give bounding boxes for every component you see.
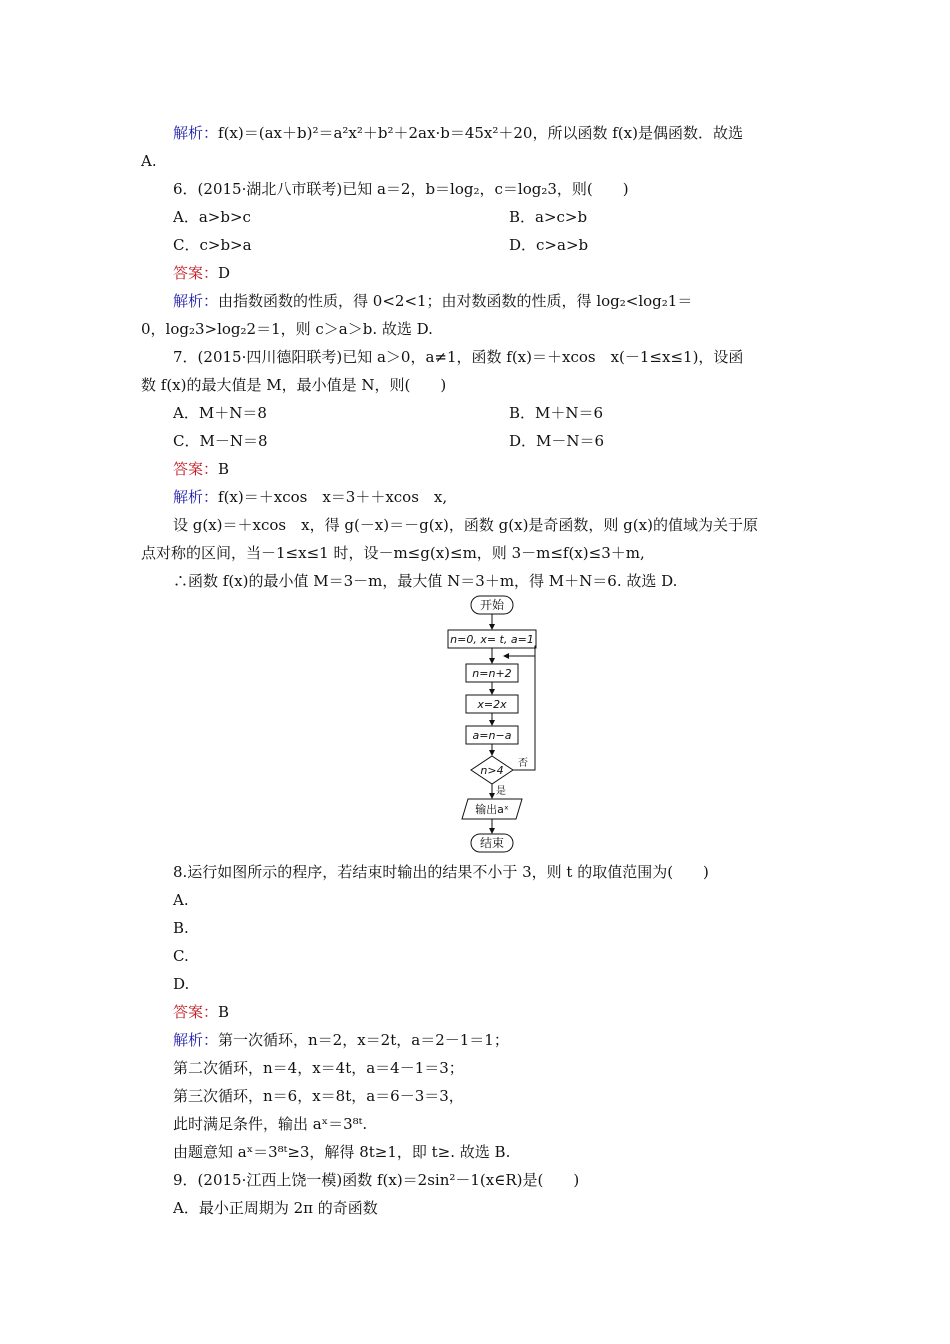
answer-text: D (218, 264, 231, 282)
flow-condition-label: n>4 (480, 764, 504, 777)
solution-line (173, 1030, 509, 1050)
question-6: 6．(2015·湖北八市联考)已知 a＝2，b＝log₂，c＝log₂3，则( ) (173, 180, 629, 198)
option-c: C．M－N＝8 (173, 432, 268, 450)
solution-line (173, 123, 743, 143)
answer-line (173, 459, 229, 479)
solution-label: 解析： (173, 292, 219, 310)
flow-no-label: 否 (518, 758, 528, 769)
flow-start-label: 开始 (479, 598, 505, 612)
option-b: B．a>c>b (509, 208, 588, 226)
answer-label: 答案： (173, 1003, 219, 1021)
text-line: A. (141, 152, 157, 170)
flow-yes-label: 是 (496, 786, 506, 797)
flowchart (440, 592, 550, 862)
solution-label: 解析： (173, 1031, 219, 1049)
answer-label: 答案： (173, 264, 219, 282)
text-line: 第三次循环，n＝6，x＝8t，a＝6－3＝3， (173, 1087, 464, 1105)
flow-step3-label: a=n−a (472, 729, 512, 742)
flow-end-label: 结束 (479, 836, 505, 850)
solution-line (173, 291, 692, 311)
option-a: A．最小正周期为 2π 的奇函数 (173, 1199, 378, 1217)
text-line: 设 g(x)＝＋xcos x，得 g(－x)＝－g(x)，函数 g(x)是奇函数，则 g(x)的值域为关于原 (173, 516, 758, 534)
text-line: ∴函数 f(x)的最小值 M＝3－m，最大值 N＝3＋m，得 M＋N＝6. 故选 D. (173, 572, 678, 590)
option-b: B．M＋N＝6 (509, 404, 604, 422)
question-7: 7．(2015·四川德阳联考)已知 a＞0，a≠1，函数 f(x)＝＋xcos x(－1≤x≤1)，设函 (173, 348, 744, 366)
answer-line (173, 1002, 229, 1022)
question-9: 9．(2015·江西上饶一模)函数 f(x)＝2sin²－1(x∈R)是( ) (173, 1171, 580, 1189)
option-d: D．c>a>b (509, 236, 589, 254)
option-a: A．M＋N＝8 (173, 404, 267, 422)
solution-line (173, 487, 447, 507)
option-d: D．M－N＝6 (509, 432, 605, 450)
question-8: 8.运行如图所示的程序，若结束时输出的结果不小于 3，则 t 的取值范围为( ) (173, 863, 709, 881)
answer-text: B (218, 460, 230, 478)
flow-init-label: n=0, x= t, a=1 (450, 633, 534, 646)
text-line: 第二次循环，n＝4，x＝4t，a＝4－1＝3； (173, 1059, 464, 1077)
text-line: 数 f(x)的最大值是 M，最小值是 N，则( ) (141, 376, 447, 394)
answer-line (173, 263, 230, 283)
option-a: A. (173, 891, 189, 909)
option-c: C. (173, 947, 189, 965)
text-line: 点对称的区间，当－1≤x≤1 时，设－m≤g(x)≤m，则 3－m≤f(x)≤3＋m, (141, 544, 645, 562)
solution-label: 解析： (173, 488, 219, 506)
option-c: C．c>b>a (173, 236, 252, 254)
solution-label: 解析： (173, 124, 219, 142)
flow-step1-label: n=n+2 (472, 667, 512, 680)
flow-step2-label: x=2x (477, 698, 507, 711)
solution-text: f(x)＝(ax＋b)²＝a²x²＋b²＋2ax·b＝45x²＋20，所以函数 f(x)是偶函数．故选 (218, 124, 743, 142)
solution-text: f(x)＝＋xcos x＝3＋＋xcos x, (218, 488, 448, 506)
answer-label: 答案： (173, 460, 219, 478)
solution-text: 由指数函数的性质，得 0<2<1；由对数函数的性质，得 log₂<log₂1＝ (218, 292, 693, 310)
answer-text: B (218, 1003, 230, 1021)
solution-text: 第一次循环，n＝2，x＝2t，a＝2－1＝1； (218, 1031, 509, 1049)
flow-output-label: 输出aˣ (475, 803, 509, 816)
text-line: 此时满足条件，输出 aˣ＝3⁸ᵗ. (173, 1115, 368, 1133)
option-d: D. (173, 975, 190, 993)
text-line: 由题意知 aˣ＝3⁸ᵗ≥3，解得 8t≥1，即 t≥. 故选 B. (173, 1143, 511, 1161)
option-a: A．a>b>c (173, 208, 251, 226)
option-b: B. (173, 919, 189, 937)
text-line: 0，log₂3>log₂2＝1，则 c＞a＞b. 故选 D. (141, 320, 433, 338)
